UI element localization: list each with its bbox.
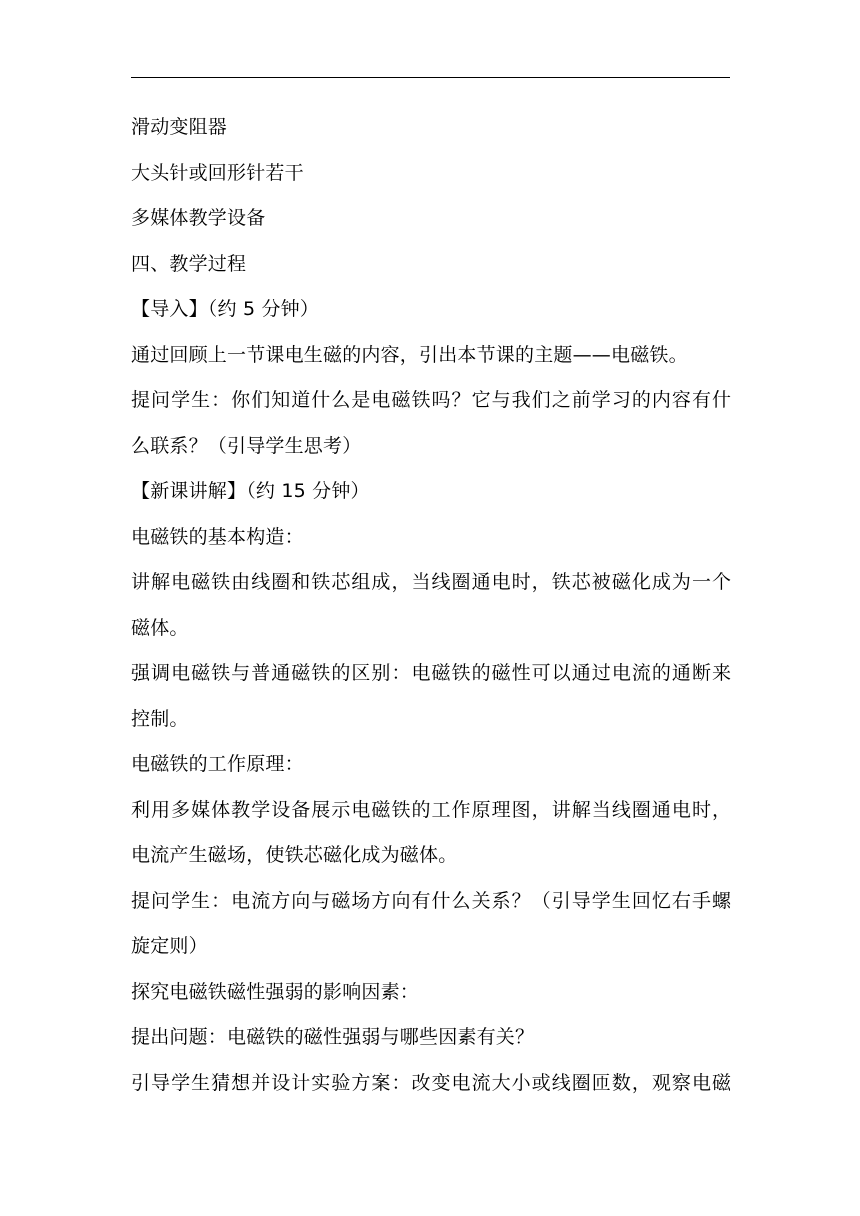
text-line: 探究电磁铁磁性强弱的影响因素： xyxy=(131,980,420,1003)
text-line: 提出问题：电磁铁的磁性强弱与哪些因素有关？ xyxy=(131,1026,535,1048)
text-line: 电流产生磁场，使铁芯磁化成为磁体。 xyxy=(131,844,458,866)
text-line: 控制。 xyxy=(131,707,189,730)
text-line: 么联系？（引导学生思考） xyxy=(131,434,362,457)
header-rule xyxy=(131,77,730,78)
text-line: 四、教学过程 xyxy=(131,252,247,275)
text-line: 提问学生：你们知道什么是电磁铁吗？它与我们之前学习的内容有什 xyxy=(131,389,731,411)
text-line: 强调电磁铁与普通磁铁的区别：电磁铁的磁性可以通过电流的通断来 xyxy=(131,662,731,684)
text-line: 电磁铁的基本构造： xyxy=(131,525,304,548)
text-line: 【导入】（约 5 分钟） xyxy=(131,298,320,320)
text-line: 多媒体教学设备 xyxy=(131,207,266,229)
text-line: 【新课讲解】（约 15 分钟） xyxy=(131,480,370,502)
text-line: 利用多媒体教学设备展示电磁铁的工作原理图，讲解当线圈通电时， xyxy=(131,798,731,821)
text-line: 磁体。 xyxy=(131,616,189,639)
text-line: 通过回顾上一节课电生磁的内容，引出本节课的主题——电磁铁。 xyxy=(131,343,688,366)
text-line: 旋定则） xyxy=(131,935,208,957)
text-line: 大头针或回形针若干 xyxy=(131,161,304,184)
text-line: 引导学生猜想并设计实验方案：改变电流大小或线圈匝数，观察电磁 xyxy=(131,1071,731,1094)
document-body xyxy=(131,109,731,1110)
text-line: 电磁铁的工作原理： xyxy=(131,753,304,775)
text-line: 提问学生：电流方向与磁场方向有什么关系？（引导学生回忆右手螺 xyxy=(131,889,731,912)
text-line: 讲解电磁铁由线圈和铁芯组成，当线圈通电时，铁芯被磁化成为一个 xyxy=(131,571,731,593)
text-line: 滑动变阻器 xyxy=(131,116,228,138)
